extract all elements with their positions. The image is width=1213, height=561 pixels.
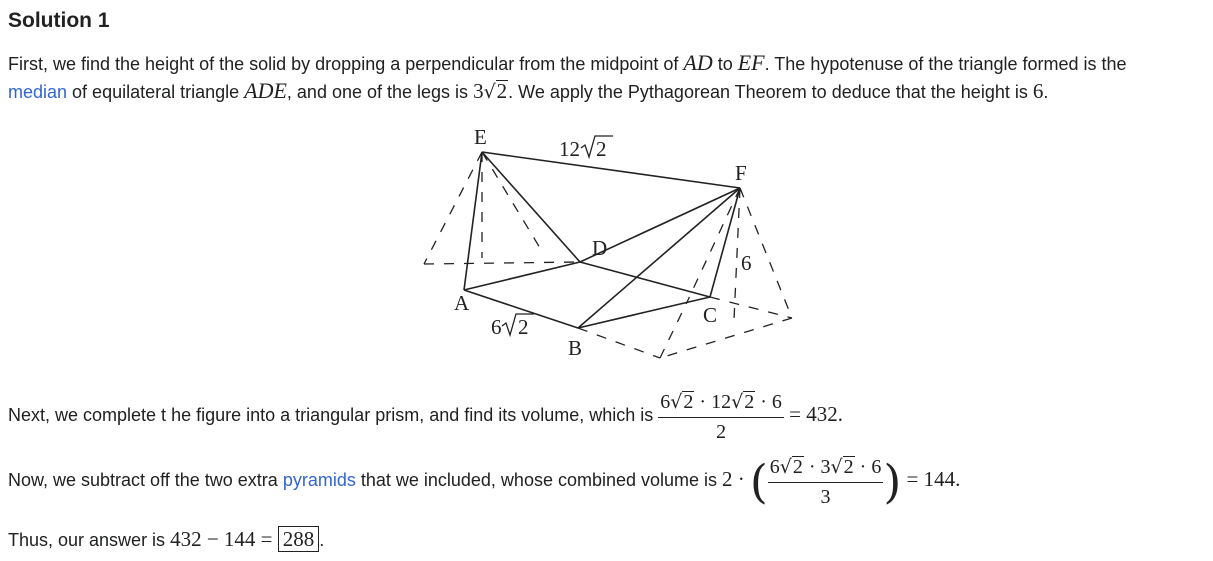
edge-ea [464, 152, 482, 290]
label-bottom-edge [491, 314, 534, 339]
label-bot-coef: 6 [491, 315, 502, 339]
median-link[interactable]: median [8, 82, 68, 102]
vn-rad1: √ [670, 390, 683, 413]
p1-text-3: . The hypotenuse of the triangle formed is the [764, 54, 1127, 74]
edge-ed [482, 152, 580, 262]
vn-tail: · 6 [755, 390, 782, 413]
dash-bottom-up [660, 300, 688, 358]
p1-text-1: First, we find the height of the solid by dropping a perpendicular from the midpoint of [8, 54, 684, 74]
p4-text-2: . [319, 530, 325, 550]
vn-6: 6 [660, 390, 671, 413]
pn-6: 6 [769, 455, 780, 478]
edge-ad [464, 262, 580, 290]
pyramid-denominator: 3 [820, 485, 831, 508]
math-ade: ADE [244, 78, 287, 103]
pn-rad2: √ [830, 455, 843, 478]
pyramid-result: = 144. [901, 467, 961, 491]
label-bot-rad: 2 [518, 315, 529, 339]
math-2-times: 2 · [722, 467, 745, 491]
math-ad: AD [683, 50, 713, 75]
math-sqrt-2: 2 [496, 79, 508, 103]
pn-rad1: √ [779, 455, 792, 478]
sqrt-symbol: √ [483, 81, 496, 103]
p1-text-5: , and one of the legs is [286, 82, 474, 102]
pyramids-link[interactable]: pyramids [282, 470, 356, 490]
label-c: C [703, 303, 718, 327]
p1-text-4: of equilateral triangle [67, 82, 245, 102]
vn-2b: 2 [744, 390, 755, 413]
label-top-rad: 2 [596, 137, 607, 161]
pn-2b: 2 [843, 455, 854, 478]
left-paren: ( [749, 454, 768, 509]
pn-mid: · 3 [803, 455, 831, 478]
volume-result: = 432. [783, 402, 843, 426]
volume-fraction [658, 389, 784, 444]
answer-expression: 432 − 144 = [170, 527, 278, 551]
edge-bc [578, 297, 710, 328]
label-b: B [568, 336, 583, 360]
volume-denominator: 2 [716, 420, 727, 443]
math-ef: EF [737, 50, 765, 75]
solution-heading: Solution 1 [8, 9, 110, 32]
p1-text-7: . [1043, 82, 1049, 102]
pyramid-fraction [768, 454, 884, 509]
vn-2a: 2 [683, 390, 694, 413]
right-paren: ) [883, 454, 902, 509]
dash-b-bottom [578, 328, 660, 358]
label-e: E [474, 125, 487, 149]
p1-text-6: . We apply the Pythagorean Theorem to deduce that the height is [508, 82, 1033, 102]
label-a: A [454, 291, 470, 315]
label-top-coef: 12 [559, 137, 580, 161]
paragraph-3 [8, 451, 960, 509]
edge-dc [580, 262, 710, 297]
dash-e-left [424, 152, 482, 264]
label-d: D [592, 236, 608, 260]
paragraph-4 [8, 525, 324, 554]
p1-text-2: to [712, 54, 738, 74]
math-height-6: 6 [1032, 79, 1044, 103]
p3-text-1: Now, we subtract off the two extra [8, 470, 283, 490]
vn-mid: · 12 [694, 390, 732, 413]
pn-2a: 2 [792, 455, 803, 478]
edge-ef [482, 152, 740, 188]
math-3: 3 [473, 79, 484, 103]
dash-e-mid [482, 152, 540, 248]
pn-tail: · 6 [854, 455, 882, 478]
dash-base-left [424, 262, 580, 264]
volume-numerator [658, 389, 784, 418]
pyramid-numerator [768, 454, 884, 483]
paragraph-2 [8, 386, 843, 444]
label-height-6: 6 [741, 251, 752, 275]
p3-text-2: that we included, whose combined volume is [355, 470, 723, 490]
dash-bottom-right [660, 318, 792, 358]
dash-c-right [710, 297, 792, 318]
p4-text-1: Thus, our answer is [8, 530, 171, 550]
label-f: F [735, 161, 747, 185]
p2-text: Next, we complete t he figure into a triangular prism, and find its volume, which is [8, 405, 659, 425]
answer-box: 288 [278, 526, 320, 552]
label-top-edge [559, 136, 613, 161]
vn-rad2: √ [731, 390, 744, 413]
